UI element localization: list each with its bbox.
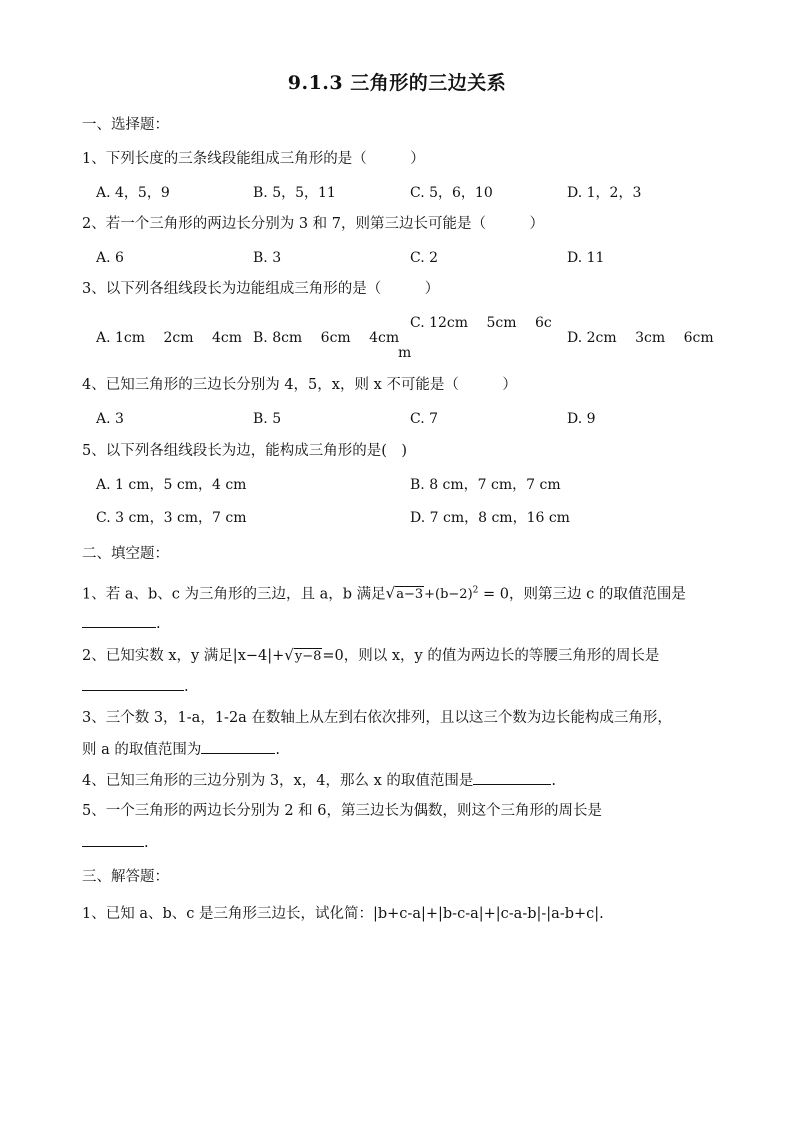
- fill-5-answer-line: .: [82, 832, 149, 853]
- choice-5-option-a: A. 1 cm，5 cm，4 cm: [96, 477, 247, 493]
- section-fill-heading: 二、填空题：: [82, 546, 169, 562]
- choice-5-option-b: B. 8 cm，7 cm，7 cm: [410, 477, 561, 493]
- fill-2-text-post: =0，则以 x，y 的值为两边长的等腰三角形的周长是: [322, 648, 660, 664]
- sqrt-icon: √y−8: [284, 646, 322, 664]
- choice-question-5: 5、以下列各组线段长为边，能构成三角形的是( ): [82, 443, 408, 459]
- answer-question-1: 1、已知 a、b、c 是三角形三边长，试化简：|b+c-a|+|b-c-a|+|c-a-b|-|a-b+c|.: [82, 906, 604, 922]
- fill-2-blank[interactable]: [82, 676, 184, 691]
- fill-1-sqrt-arg: a−3: [396, 587, 424, 603]
- fill-2-text-pre: 2、已知实数 x，y 满足|x−4|+: [82, 648, 285, 664]
- choice-5-option-c: C. 3 cm，3 cm，7 cm: [96, 510, 247, 526]
- choice-4-option-b: B. 5: [253, 411, 282, 427]
- choice-3-option-c-wrap: m: [398, 345, 412, 361]
- fill-3-blank[interactable]: [201, 739, 275, 754]
- page-title: 9.1.3 三角形的三边关系: [287, 72, 507, 94]
- fill-1-exponent: 2: [472, 586, 479, 596]
- choice-3-option-a: A. 1cm 2cm 4cm: [96, 330, 242, 346]
- fill-1-formula: [385, 584, 479, 603]
- section-answer-heading: 三、解答题：: [82, 869, 169, 885]
- fill-2-sqrt-arg: y−8: [294, 649, 322, 664]
- fill-question-1: [82, 581, 686, 605]
- choice-3-option-c: C. 12cm 5cm 6c: [410, 315, 552, 331]
- choice-question-2: 2、若一个三角形的两边长分别为 3 和 7，则第三边长可能是（ ）: [82, 216, 545, 232]
- choice-5-option-d: D. 7 cm，8 cm，16 cm: [410, 510, 570, 526]
- choice-question-3: 3、以下列各组线段长为边能组成三角形的是（ ）: [82, 281, 440, 297]
- fill-2-answer-line: .: [82, 676, 189, 697]
- choice-question-1: 1、下列长度的三条线段能组成三角形的是（ ）: [82, 151, 425, 167]
- fill-1-text-pre: 1、若 a、b、c 为三角形的三边，且 a，b 满足: [82, 586, 386, 603]
- choice-4-option-c: C. 7: [410, 411, 439, 427]
- fill-1-answer-line: .: [82, 613, 161, 634]
- fill-5-blank[interactable]: [82, 832, 144, 847]
- fill-question-3-line-2: 则 a 的取值范围为 .: [82, 739, 280, 760]
- fill-4-blank[interactable]: [473, 770, 551, 785]
- choice-3-option-b: B. 8cm 6cm 4cm: [253, 330, 400, 346]
- section-choice-heading: 一、选择题：: [82, 117, 169, 133]
- choice-1-option-a: A. 4，5，9: [96, 185, 170, 201]
- choice-2-option-d: D. 11: [567, 250, 605, 266]
- choice-1-option-b: B. 5，5，11: [253, 185, 336, 201]
- sqrt-icon: √a−3: [385, 584, 424, 603]
- fill-question-5: 5、一个三角形的两边长分别为 2 和 6，第三边长为偶数，则这个三角形的周长是: [82, 803, 603, 819]
- fill-1-blank[interactable]: [82, 613, 156, 628]
- fill-1-text-post: = 0，则第三边 c 的取值范围是: [478, 586, 686, 603]
- choice-2-option-b: B. 3: [253, 250, 282, 266]
- fill-question-4: 4、已知三角形的三边分别为 3，x，4，那么 x 的取值范围是 .: [82, 770, 556, 791]
- fill-question-2: [82, 645, 659, 667]
- fill-1-mid: +(b−2): [424, 587, 473, 603]
- choice-2-option-c: C. 2: [410, 250, 439, 266]
- choice-4-option-a: A. 3: [96, 411, 124, 427]
- choice-1-option-d: D. 1，2，3: [567, 185, 642, 201]
- choice-2-option-a: A. 6: [96, 250, 124, 266]
- choice-3-option-d: D. 2cm 3cm 6cm: [567, 330, 714, 346]
- choice-4-option-d: D. 9: [567, 411, 596, 427]
- choice-1-option-c: C. 5，6，10: [410, 185, 493, 201]
- fill-question-3-line-1: 3、三个数 3，1-a，1-2a 在数轴上从左到右依次排列，且以这三个数为边长能构成三角形，: [82, 710, 672, 726]
- choice-question-4: 4、已知三角形的三边长分别为 4，5，x，则 x 不可能是（ ）: [82, 377, 517, 393]
